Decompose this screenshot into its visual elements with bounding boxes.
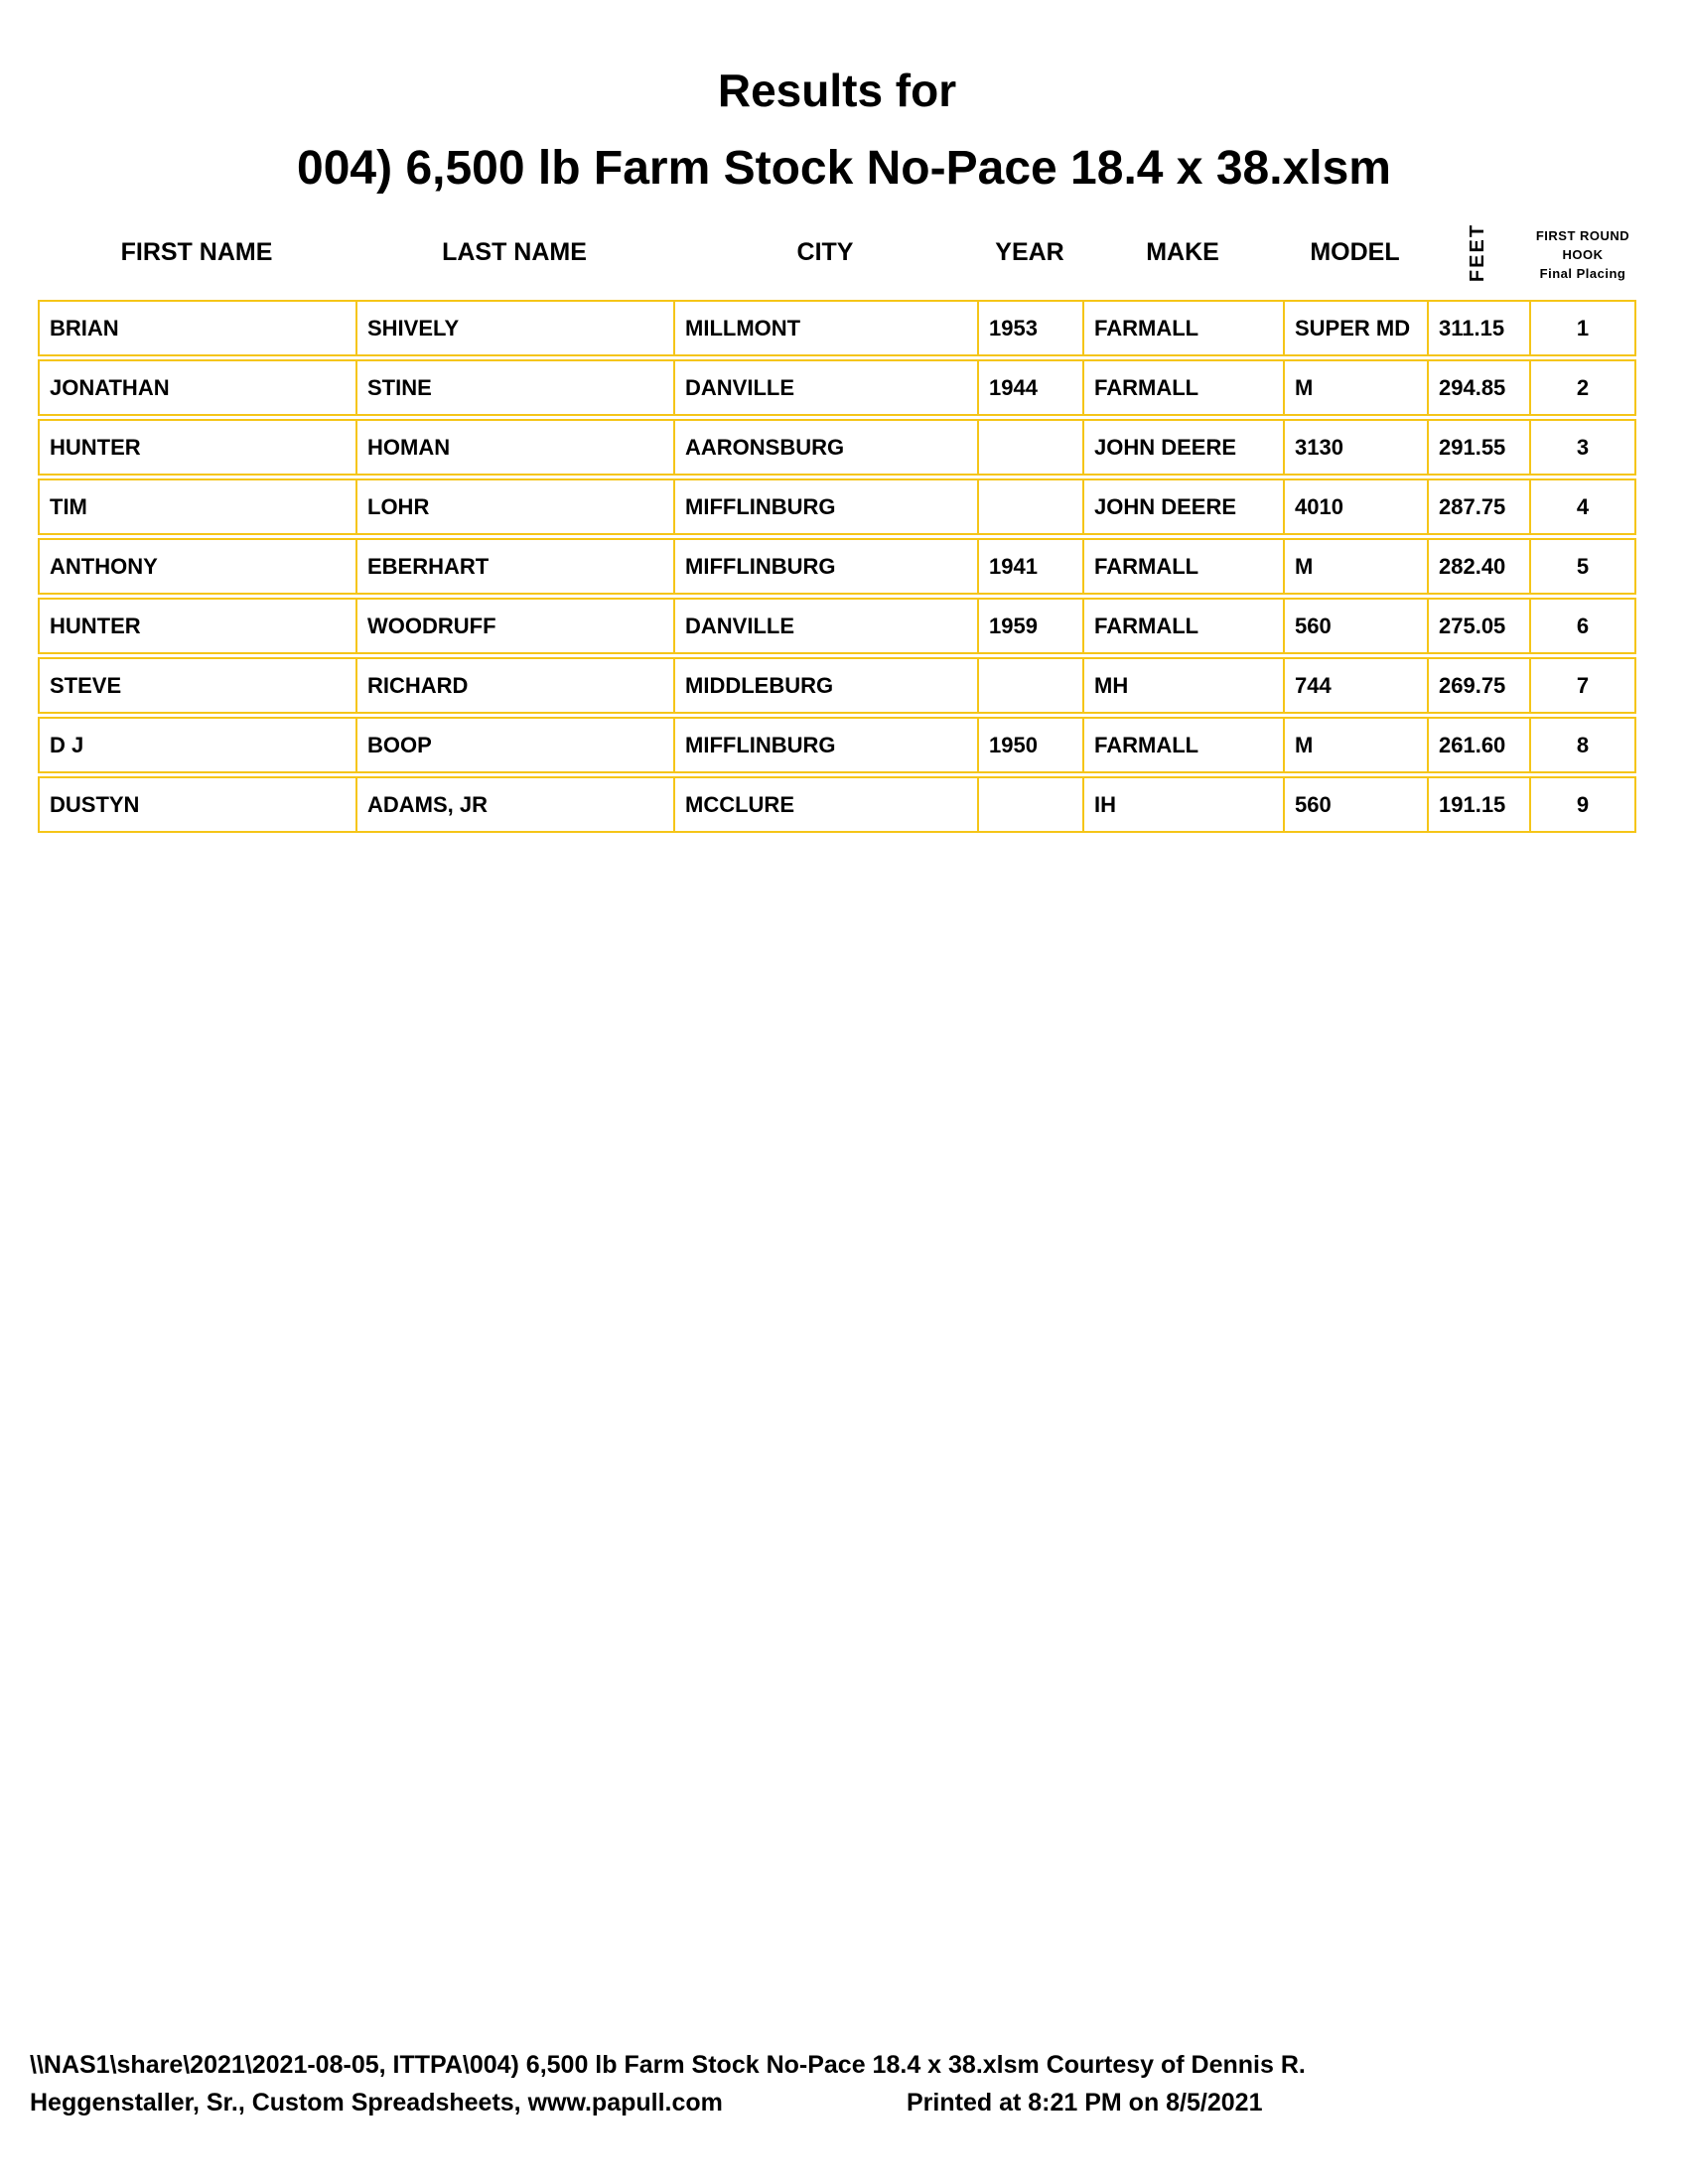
cell-year: 1950 bbox=[977, 717, 1082, 773]
cell-make: IH bbox=[1082, 776, 1283, 833]
cell-placing: 8 bbox=[1529, 717, 1636, 773]
cell-city: DANVILLE bbox=[673, 359, 977, 416]
cell-first-name: STEVE bbox=[38, 657, 355, 714]
column-header-model: MODEL bbox=[1310, 238, 1400, 266]
column-header-year: YEAR bbox=[995, 238, 1064, 266]
cell-year: 1941 bbox=[977, 538, 1082, 595]
cell-feet: 261.60 bbox=[1427, 717, 1529, 773]
cell-placing: 2 bbox=[1529, 359, 1636, 416]
cell-city: AARONSBURG bbox=[673, 419, 977, 476]
cell-city: MIFFLINBURG bbox=[673, 538, 977, 595]
cell-last-name: WOODRUFF bbox=[355, 598, 673, 654]
cell-city: MILLMONT bbox=[673, 300, 977, 356]
cell-first-name: TIM bbox=[38, 478, 355, 535]
footer-printed-timestamp: Printed at 8:21 PM on 8/5/2021 bbox=[907, 2089, 1263, 2116]
cell-placing: 9 bbox=[1529, 776, 1636, 833]
cell-city: DANVILLE bbox=[673, 598, 977, 654]
cell-last-name: STINE bbox=[355, 359, 673, 416]
cell-placing: 3 bbox=[1529, 419, 1636, 476]
cell-first-name: HUNTER bbox=[38, 598, 355, 654]
cell-first-name: BRIAN bbox=[38, 300, 355, 356]
column-header-first-name: FIRST NAME bbox=[120, 238, 273, 266]
cell-make: JOHN DEERE bbox=[1082, 478, 1283, 535]
cell-feet: 311.15 bbox=[1427, 300, 1529, 356]
cell-year bbox=[977, 419, 1082, 476]
cell-first-name: JONATHAN bbox=[38, 359, 355, 416]
cell-last-name: SHIVELY bbox=[355, 300, 673, 356]
table-column-headers bbox=[38, 208, 1636, 297]
cell-first-name: ANTHONY bbox=[38, 538, 355, 595]
cell-city: MIFFLINBURG bbox=[673, 478, 977, 535]
column-header-feet: FEET bbox=[1467, 222, 1488, 283]
cell-city: MCCLURE bbox=[673, 776, 977, 833]
cell-year bbox=[977, 478, 1082, 535]
cell-make: FARMALL bbox=[1082, 300, 1283, 356]
cell-last-name: BOOP bbox=[355, 717, 673, 773]
table-row bbox=[38, 478, 1636, 535]
cell-first-name: DUSTYN bbox=[38, 776, 355, 833]
cell-placing: 5 bbox=[1529, 538, 1636, 595]
footer-file-path: \\NAS1\share\2021\2021-08-05, ITTPA\004) 6,500 lb Farm Stock No-Pace 18.4 x 38.xlsm Courtesy of Dennis R. bbox=[30, 2051, 1306, 2079]
cell-make: FARMALL bbox=[1082, 538, 1283, 595]
cell-model: 4010 bbox=[1283, 478, 1427, 535]
table-row bbox=[38, 598, 1636, 654]
cell-feet: 269.75 bbox=[1427, 657, 1529, 714]
cell-year: 1944 bbox=[977, 359, 1082, 416]
cell-feet: 275.05 bbox=[1427, 598, 1529, 654]
cell-make: FARMALL bbox=[1082, 598, 1283, 654]
placing-header-line: HOOK bbox=[1562, 247, 1604, 262]
table-row bbox=[38, 538, 1636, 595]
column-header-last-name: LAST NAME bbox=[442, 238, 587, 266]
column-header-make: MAKE bbox=[1146, 238, 1219, 266]
cell-first-name: HUNTER bbox=[38, 419, 355, 476]
cell-city: MIFFLINBURG bbox=[673, 717, 977, 773]
cell-make: FARMALL bbox=[1082, 359, 1283, 416]
cell-last-name: ADAMS, JR bbox=[355, 776, 673, 833]
placing-header-line: Final Placing bbox=[1539, 266, 1626, 281]
cell-feet: 294.85 bbox=[1427, 359, 1529, 416]
cell-last-name: HOMAN bbox=[355, 419, 673, 476]
results-table bbox=[38, 297, 1636, 836]
cell-last-name: LOHR bbox=[355, 478, 673, 535]
cell-feet: 291.55 bbox=[1427, 419, 1529, 476]
cell-model: M bbox=[1283, 717, 1427, 773]
cell-year: 1959 bbox=[977, 598, 1082, 654]
page-title: Results for bbox=[717, 65, 957, 116]
cell-year: 1953 bbox=[977, 300, 1082, 356]
cell-model: 560 bbox=[1283, 776, 1427, 833]
cell-feet: 191.15 bbox=[1427, 776, 1529, 833]
cell-year bbox=[977, 776, 1082, 833]
footer-courtesy-text: Heggenstaller, Sr., Custom Spreadsheets, www.papull.com bbox=[30, 2089, 723, 2116]
placing-header-line: FIRST ROUND bbox=[1535, 228, 1630, 243]
cell-feet: 287.75 bbox=[1427, 478, 1529, 535]
cell-first-name: D J bbox=[38, 717, 355, 773]
cell-placing: 6 bbox=[1529, 598, 1636, 654]
cell-city: MIDDLEBURG bbox=[673, 657, 977, 714]
cell-model: 3130 bbox=[1283, 419, 1427, 476]
page-subtitle: 004) 6,500 lb Farm Stock No-Pace 18.4 x 38.xlsm bbox=[297, 142, 1391, 195]
cell-last-name: EBERHART bbox=[355, 538, 673, 595]
table-row bbox=[38, 776, 1636, 833]
cell-placing: 4 bbox=[1529, 478, 1636, 535]
cell-year bbox=[977, 657, 1082, 714]
table-row bbox=[38, 657, 1636, 714]
cell-make: MH bbox=[1082, 657, 1283, 714]
table-row bbox=[38, 300, 1636, 356]
cell-model: M bbox=[1283, 359, 1427, 416]
column-header-final-placing bbox=[1529, 208, 1636, 297]
table-row bbox=[38, 419, 1636, 476]
cell-last-name: RICHARD bbox=[355, 657, 673, 714]
cell-model: SUPER MD bbox=[1283, 300, 1427, 356]
cell-feet: 282.40 bbox=[1427, 538, 1529, 595]
table-row bbox=[38, 359, 1636, 416]
cell-make: FARMALL bbox=[1082, 717, 1283, 773]
table-row bbox=[38, 717, 1636, 773]
cell-model: 744 bbox=[1283, 657, 1427, 714]
cell-model: M bbox=[1283, 538, 1427, 595]
cell-make: JOHN DEERE bbox=[1082, 419, 1283, 476]
cell-placing: 1 bbox=[1529, 300, 1636, 356]
cell-placing: 7 bbox=[1529, 657, 1636, 714]
cell-model: 560 bbox=[1283, 598, 1427, 654]
column-header-city: CITY bbox=[796, 238, 854, 266]
